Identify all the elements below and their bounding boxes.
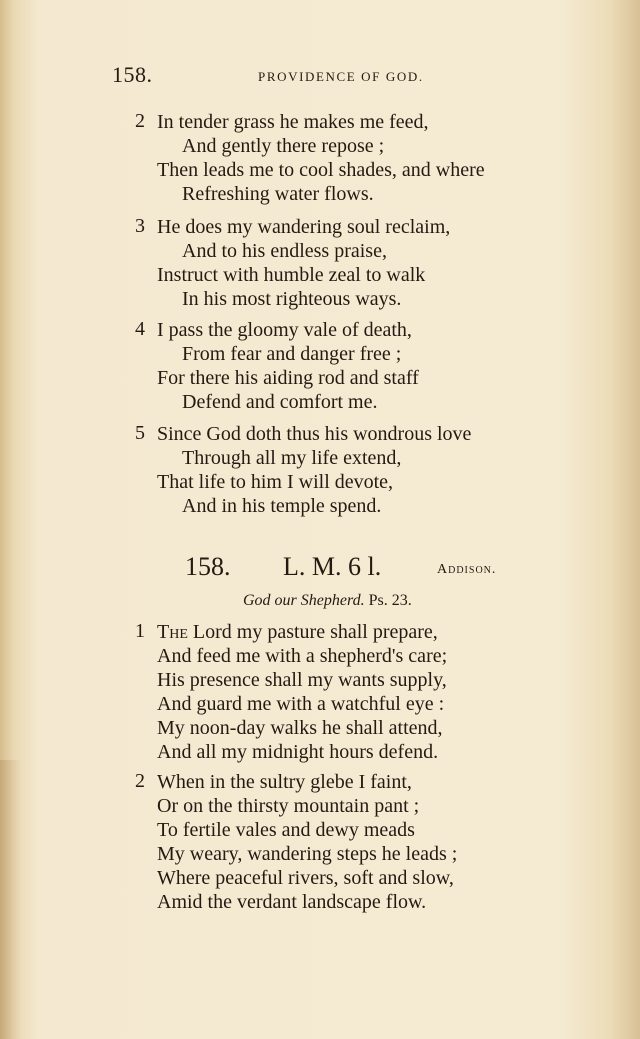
page-header xyxy=(112,62,532,92)
verse-line: And all my midnight hours defend. xyxy=(157,741,439,763)
stanza-number: 1 xyxy=(135,620,145,642)
hymn-subtitle xyxy=(243,592,412,610)
verse-line: Defend and comfort me. xyxy=(182,391,378,413)
verse-line: For there his aiding rod and staff xyxy=(157,367,419,389)
verse-line: From fear and danger free ; xyxy=(182,343,402,365)
verse-line: Then leads me to cool shades, and where xyxy=(157,159,485,181)
verse-line: My weary, wandering steps he leads ; xyxy=(157,843,458,865)
hymn-author: Addison. xyxy=(437,562,497,577)
verse-line: He does my wandering soul reclaim, xyxy=(157,216,451,238)
verse-line: Where peaceful rivers, soft and slow, xyxy=(157,867,454,889)
verse-line: My noon-day walks he shall attend, xyxy=(157,717,443,739)
hymn-meter: L. M. 6 l. xyxy=(283,552,382,581)
verse-line: Or on the thirsty mountain pant ; xyxy=(157,795,420,817)
verse-line: His presence shall my wants supply, xyxy=(157,669,447,691)
verse-line: In his most righteous ways. xyxy=(182,288,402,310)
stanza-number: 3 xyxy=(135,215,145,237)
stanza-number: 2 xyxy=(135,770,145,792)
verse-line: Instruct with humble zeal to walk xyxy=(157,264,426,286)
verse-line: Amid the verdant landscape flow. xyxy=(157,891,427,913)
hymn-number: 158. xyxy=(185,552,231,581)
verse-line-rest: Lord my pasture shall prepare, xyxy=(192,621,438,643)
verse-line: I pass the gloomy vale of death, xyxy=(157,319,412,341)
verse-line xyxy=(157,620,438,644)
stanza-number: 5 xyxy=(135,422,145,444)
running-head: PROVIDENCE OF GOD. xyxy=(258,69,424,84)
hymn-subtitle-title: God our Shepherd. xyxy=(243,592,365,609)
verse-line: And to his endless praise, xyxy=(182,240,387,262)
verse-line: When in the sultry glebe I faint, xyxy=(157,771,412,793)
verse-line: Refreshing water flows. xyxy=(182,183,374,205)
verse-line: And guard me with a watchful eye : xyxy=(157,693,445,715)
page-stain xyxy=(0,760,22,1039)
verse-line: Since God doth thus his wondrous love xyxy=(157,423,472,445)
stanza-number: 2 xyxy=(135,110,145,132)
verse-line: And feed me with a shepherd's care; xyxy=(157,645,448,667)
verse-line: Through all my life extend, xyxy=(182,447,402,469)
verse-line: To fertile vales and dewy meads xyxy=(157,819,415,841)
verse-line: In tender grass he makes me feed, xyxy=(157,111,429,133)
verse-line: And gently there repose ; xyxy=(182,135,385,157)
hymn-heading xyxy=(185,552,525,586)
hymn-scripture-reference: Ps. 23. xyxy=(368,592,412,609)
verse-line: That life to him I will devote, xyxy=(157,471,394,493)
verse-line: And in his temple spend. xyxy=(182,495,382,517)
first-word: The xyxy=(157,621,188,643)
stanza-number: 4 xyxy=(135,318,145,340)
page-number: 158. xyxy=(112,62,153,87)
